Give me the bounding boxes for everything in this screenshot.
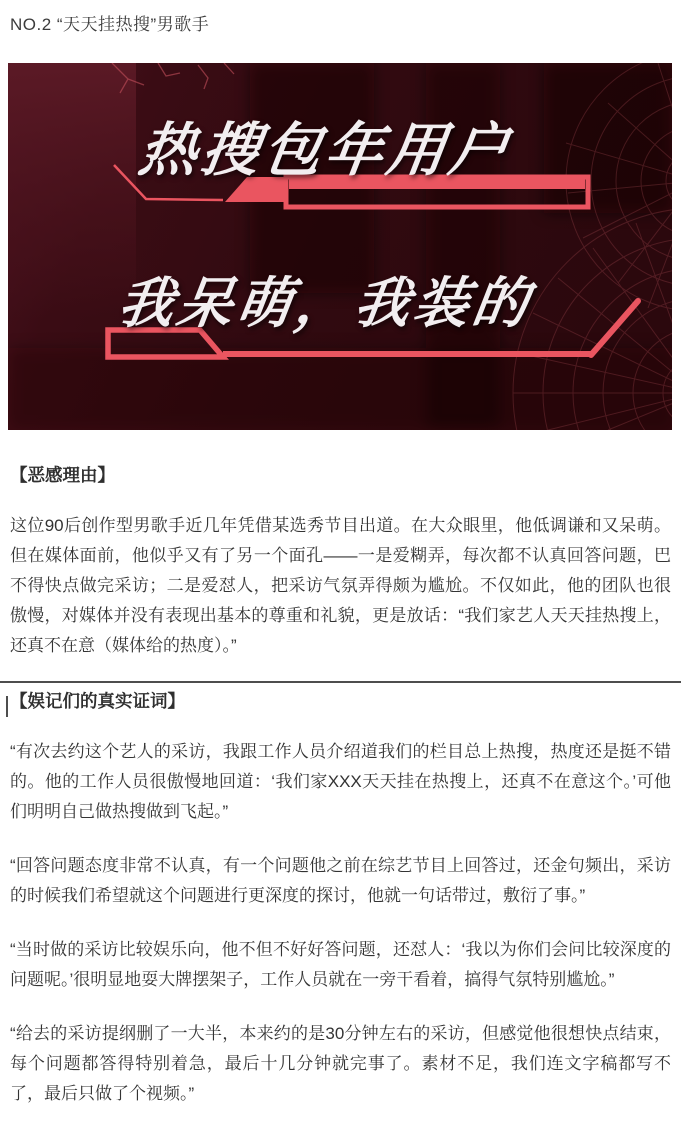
reason-paragraph: 这位90后创作型男歌手近几年凭借某选秀节目出道。在大众眼里，他低调谦和又呆萌。但在媒体面前，他似乎又有了另一个面孔——一是爱糊弄，每次都不认真回答问题，巴不得快点做完采访；二是爱怼人，把采访气氛弄得颇为尴尬。不仅如此，他的团队也很傲慢，对媒体并没有表现出基本的尊重和礼貌，更是放话：“我们家艺人天天挂热搜上，还真不在意（媒体给的热度）。” bbox=[10, 516, 671, 655]
testimony-paragraph: “当时做的采访比较娱乐向，他不但不好好答问题，还怼人：‘我以为你们会问比较深度的问题呢。’很明显地耍大牌摆架子，工作人员就在一旁干看着，搞得气氛特别尴尬。” bbox=[10, 940, 671, 989]
testimony-paragraph: “给去的采访提纲删了一大半，本来约的是30分钟左右的采访，但感觉他很想快点结束，每个问题都答得特别着急，最后十几分钟就完事了。素材不足，我们连文字稿都写不了，最后只做了个视频。” bbox=[10, 1024, 671, 1103]
section-divider bbox=[0, 681, 681, 683]
banner-headline-1: 热搜包年用户 bbox=[134, 118, 516, 183]
banner-image bbox=[8, 63, 672, 430]
testimony-left-tick bbox=[6, 696, 8, 717]
section-heading-reason: 【恶感理由】 bbox=[10, 465, 115, 485]
article-title: NO.2 “天天挂热搜”男歌手 bbox=[10, 15, 210, 34]
testimony-paragraph: “回答问题态度非常不认真，有一个问题他之前在综艺节目上回答过，还金句频出，采访的时候我们希望就这个问题进行更深度的探讨，他就一句话带过，敷衍了事。” bbox=[10, 856, 671, 905]
testimony-paragraph: “有次去约这个艺人的采访，我跟工作人员介绍道我们的栏目总上热搜，热度还是挺不错的。他的工作人员很傲慢地回道：‘我们家XXX天天挂在热搜上，还真不在意这个。’可他们明明自己做热搜做到飞起。” bbox=[10, 742, 671, 821]
banner-headline-2: 我呆萌，我装的 bbox=[114, 272, 537, 334]
testimony-header bbox=[10, 688, 671, 713]
section-heading-testimony: 【娱记们的真实证词】 bbox=[10, 691, 185, 711]
